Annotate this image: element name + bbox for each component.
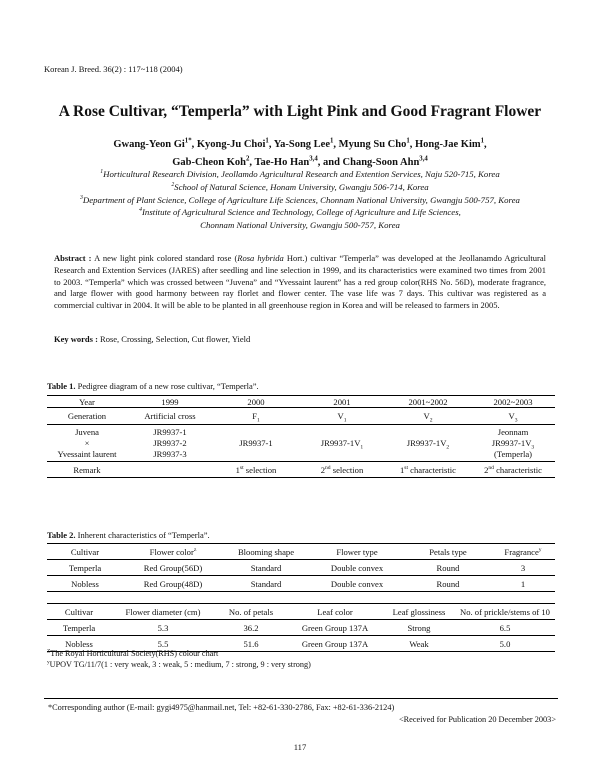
table-cell: Strong [383,620,455,636]
affiliation-sup: 3 [80,194,83,201]
author-conjunction: and [322,157,340,168]
table-cell [127,425,213,462]
table-row [47,620,555,636]
cell-sub: 2 [429,417,433,424]
table2-caption-text: Inherent characteristics of “Temperla”. [75,530,210,540]
table-header-row [47,396,555,408]
table-header-row [47,544,555,560]
affiliation [0,206,600,219]
table-cell: Red Group(48D) [143,578,203,589]
abstract-text: A new light pink colored standard rose ( [91,253,238,263]
table-cell [299,462,385,478]
table-header-cell [405,544,491,560]
cell-text: 2 [320,464,325,475]
affiliation-text: Chonnam National University, Gwangju 500-757, Korea [200,220,400,231]
table-cell: Temperla [47,620,111,636]
pedigree-table [47,395,555,478]
paper-title: A Rose Cultivar, “Temperla” with Light Pink and Good Fragrant Flower [58,103,542,120]
table-header-row [47,604,555,620]
table-cell: Standard [223,560,309,576]
author-name: Kyong-Ju Choi [196,139,266,150]
table-header-cell: Year [47,396,127,408]
cell-text: characteristic [493,464,542,475]
table-header-cell [491,544,555,560]
table-header-cell: 2001 [299,396,385,408]
table-header-cell: No. of petals [215,604,287,620]
cell-text: V [508,411,515,421]
parent-name: Yvessaint laurent [57,448,117,459]
affiliations [0,168,600,232]
table-header-cell: Leaf glossiness [383,604,455,620]
author-sup: 1 [406,137,410,145]
author-sup: 3,4 [309,155,318,163]
cell-text: Blooming shape [237,546,295,557]
table-cell: 5.3 [111,620,215,636]
author-list [0,136,600,172]
table-cell [471,462,555,478]
table-cell: 5.5 [157,638,169,649]
cell-text: selection [330,464,364,475]
affiliation-sup: 1 [100,169,104,176]
cell-text: Flower color [149,546,194,557]
footnote-text: UPOV TG/11/7(1 : very weak, 3 : weak, 5 : medium, 7 : strong, 9 : very strong) [49,660,311,669]
affiliation-sup: 2 [171,181,175,188]
footnote [47,648,311,659]
table-cell: Artificial cross [127,408,213,425]
table-cell: Remark [73,464,101,475]
affiliation [0,181,600,194]
affiliation [0,168,600,181]
table-header-cell: Cultivar [47,604,111,620]
author-name: Ya-Song Lee [273,139,330,150]
cell-text: 1 [400,464,405,475]
table-header-cell: No. of prickle/stems of 10 [455,604,555,620]
author-sup: 1 [330,137,334,145]
table-cell: JR9937-1 [213,425,299,462]
cell-text: JR9937-1V [406,437,447,448]
cell-text: F [252,411,257,421]
keywords-text: Rose, Crossing, Selection, Cut flower, Yield [97,334,251,344]
table-cell [385,425,471,462]
table-cell: Nobless [65,638,93,649]
author-sup: 3,4 [419,155,428,163]
table1-caption [47,381,259,391]
table-cell: Double convex [309,560,405,576]
table-header-cell: 2000 [213,396,299,408]
table-header-cell: Flower diameter (cm) [111,604,215,620]
line-name: JR9937-2 [153,437,187,448]
affiliation [0,219,600,232]
table-header-cell [123,544,223,560]
affiliation-text: Institute of Agricultural Science and Technology, College of Agriculture and Life Sciences, [142,207,461,218]
author-name: Gab-Cheon Koh [172,157,246,168]
corresponding-author: *Corresponding author (E-mail: gygi4975@hanmail.net, Tel: +82-61-330-2786, Fax: +82-61-336-2124) [48,703,395,712]
cell-text: JR9937-1V [320,437,361,448]
table-cell: Round [436,578,460,589]
cell-sub: 1 [256,417,260,424]
author-name: Hong-Jae Kim [415,139,481,150]
table1-caption-label: Table 1. [47,381,76,391]
journal-reference: Korean J. Breed. 36(2) : 117~118 (2004) [44,64,183,74]
footnote-text: The Royal Horticultural Society(RHS) colour chart [50,649,219,658]
table-header-cell: 1999 [127,396,213,408]
cell-sup: nd [325,464,331,471]
cell-sup: y [538,546,542,553]
table-cell [471,425,555,462]
author-line-2: Gab-Cheon Koh$^2$, Tae-Ho Han$^{3,4}$, and Chang-Soon Ahn$^{3,4}$ [172,155,428,168]
table2-caption [47,530,210,540]
author-line-1: Gwang-Yeon $Gi^{1*}$, Kyong-Ju Choi$^1$, Ya-Song Lee$^1$, Myung Su Cho$^1$, Hong-Jae Kim$^1$, [113,137,487,150]
received-date: <Received for Publication 20 December 2003> [398,715,556,724]
table-cell: Round [405,560,491,576]
table-cell [127,462,213,478]
parent-name: Juvena [75,426,99,437]
affiliation-text: Horticultural Research Division, Jeollamdo Agricultural Research and Extention Services, Naju 520-715, Korea [103,169,500,179]
cell-sup: st [239,464,244,471]
line-name: (Temperla) [493,448,533,459]
characteristics-table-a [47,543,555,592]
affiliation-sup: 4 [139,207,142,214]
table-footnotes [47,648,311,670]
table-cell: Green Group 137A [287,620,383,636]
cell-sub: 1 [343,417,347,424]
cross-symbol: × [84,437,90,448]
table-cell: 5.0 [499,638,511,649]
line-name: JR9937-1 [153,426,187,437]
table-cell: Green Group 137A [301,638,369,649]
table-row [47,425,555,462]
table-row [47,462,555,478]
cell-sup: st [404,464,409,471]
table-cell: 51.6 [243,638,259,649]
cell-text: 1 [235,464,240,475]
author-name: Gwang-Yeon Gi [113,139,185,150]
table-cell: Double convex [330,578,384,589]
cell-text: V [337,411,344,421]
table-cell: 6.5 [455,620,555,636]
author-sup: 1 [265,137,269,145]
line-name: JR9937-3 [153,448,187,459]
table-cell [213,462,299,478]
keywords-label: Key words : [54,334,98,344]
abstract-label: Abstract : [54,253,92,263]
cell-text: Cultivar [70,546,100,557]
author-name: Myung Su Cho [338,139,407,150]
cell-text: JR9937-1V [491,437,532,448]
table-cell [299,408,385,425]
affiliation-text: Department of Plant Science, College of Agriculture Life Sciences, Chonnam National University, Gwangju 500-757, Korea [82,194,520,205]
table-cell [385,408,471,425]
abstract-text: Hort.) cultivar “Temperla” was developed at the Jeollanamdo Agricultural Research and Extention Services (JARES) after seedling and line selection in 1999, and its characteristics were examined two times from 2001 to 2003. “Temperla” which was crossed between “Juvena” and “Yvessaint laurent” has a red group color(RHS No. 56D), moderate fragrance, and large flower with good harmony between ray florlet and flower center. The vase life was 7 days. This cultivar was registered as a commercial cultivar in 2004. It will be able to be planted in all greenhouse region in Korea and will be released to farmers in 2005. [54,253,546,311]
table-cell [385,462,471,478]
affiliation-text: School of Natural Science, Honam University, Gwangju 506-714, Korea [174,181,429,192]
table-header-cell [47,544,123,560]
author-sup: 1* [184,137,192,145]
table-cell: 36.2 [215,620,287,636]
author-name: Tae-Ho Han [254,157,310,168]
cell-text: V [423,411,430,421]
keywords [54,334,250,344]
footnote [47,659,311,670]
cell-sub: 3 [531,444,535,451]
table-row [47,408,555,425]
table-header-cell [223,544,309,560]
table-cell: Weak [409,638,429,649]
table1-caption-text: Pedigree diagram of a new rose cultivar, “Temperla”. [75,381,259,391]
footnote-divider [44,698,558,699]
cell-text: Flower type [336,546,378,557]
cell-sub: 3 [514,417,518,424]
table-row [47,576,555,592]
table-cell [471,408,555,425]
footnote-sup: Z [47,648,51,655]
table-header-cell [309,544,405,560]
table-row [47,560,555,576]
table2-caption-label: Table 2. [47,530,76,540]
author-name: Chang-Soon Ahn [342,157,420,168]
cell-sup: nd [488,464,494,471]
table-cell: Standard [250,578,282,589]
table-cell: Nobless [71,578,99,589]
table-cell: 3 [491,560,555,576]
cell-sub: 2 [446,444,450,451]
species-name: Rosa hybrida [237,253,284,263]
abstract [54,253,546,312]
table-cell: Temperla [47,560,123,576]
table-cell [47,425,127,462]
cell-text: Petals type [429,546,467,557]
table-cell: Generation [47,408,127,425]
cell-text: characteristic [408,464,456,475]
line-name [471,438,555,449]
table-cell [299,425,385,462]
cell-sup: z [193,546,197,553]
author-sup: 1 [480,137,485,145]
cell-text: selection [243,464,277,475]
cell-text: 2 [484,464,489,475]
author-sup: 2 [246,155,250,163]
table-cell: 1 [520,578,526,589]
page-number: 117 [293,742,307,752]
footnote-sup: y [47,659,50,666]
line-name: Jeonnam [497,426,529,437]
affiliation [0,194,600,207]
table-header-cell: 2001~2002 [385,396,471,408]
table-header-cell: Leaf color [287,604,383,620]
table-cell: Red Group(56D) [123,560,223,576]
cell-text: Fragrance [504,546,539,557]
table-cell [213,408,299,425]
cell-sub: 1 [360,444,364,451]
table-header-cell: 2002~2003 [471,396,555,408]
